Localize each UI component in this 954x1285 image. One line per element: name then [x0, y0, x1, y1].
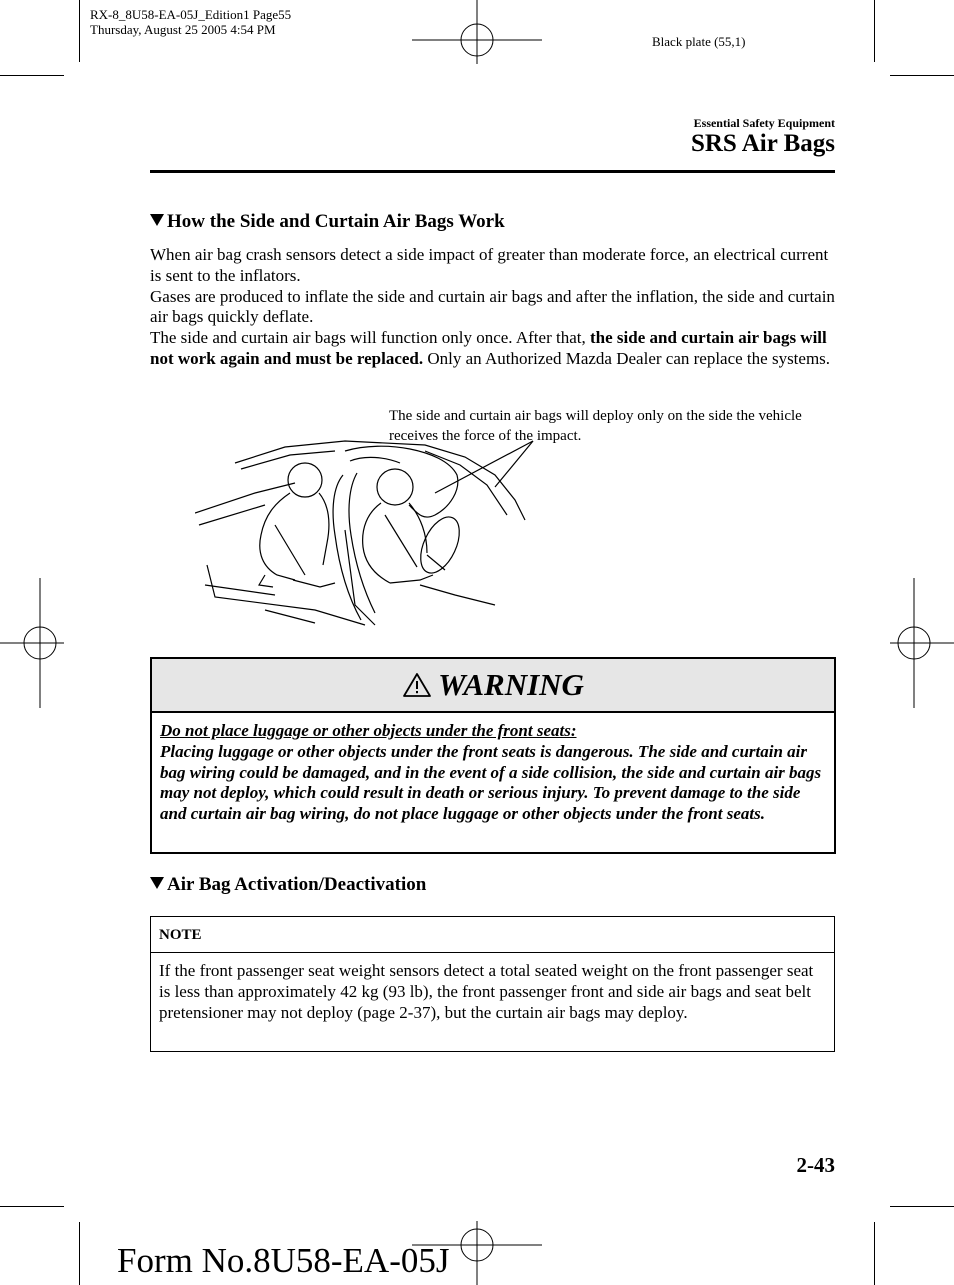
subsection-heading	[150, 874, 426, 896]
header-rule	[150, 170, 835, 173]
section-label: Essential Safety Equipment	[693, 116, 835, 130]
print-meta-line: RX-8_8U58-EA-05J_Edition1 Page55	[90, 7, 292, 22]
warning-header	[152, 659, 834, 713]
note-label: NOTE	[151, 917, 834, 953]
subsection-heading-text: Air Bag Activation/Deactivation	[167, 874, 427, 895]
page-number: 2-43	[796, 1153, 835, 1177]
paragraph: Gases are produced to inflate the side and curtain air bags and after the inflation, the side and curtain air bags quickly deflate.	[150, 286, 835, 327]
plate-label: Black plate (55,1)	[652, 34, 746, 49]
warning-triangle-icon	[402, 672, 432, 698]
paragraph-bold-text: the side and curtain air bags will not work again and must be replaced.	[150, 328, 827, 368]
subsection-heading-text: How the Side and Curtain Air Bags Work	[167, 211, 505, 232]
warning-title: WARNING	[438, 667, 584, 702]
triangle-down-icon	[150, 214, 164, 226]
paragraph: When air bag crash sensors detect a side impact of greater than moderate force, an electrical current is sent to the inflators.	[150, 245, 829, 285]
paragraph-text: Only an Authorized Mazda Dealer can replace the systems.	[423, 348, 831, 368]
subsection-heading	[150, 211, 505, 233]
crosshair-registration-mark-icon	[0, 578, 80, 708]
warning-heading: Do not place luggage or other objects under the front seats:	[160, 721, 577, 740]
body-paragraphs	[150, 245, 835, 370]
print-meta-line: Thursday, August 25 2005 4:54 PM	[90, 22, 276, 37]
paragraph-text: The side and curtain air bags will function only once. After that,	[150, 328, 590, 348]
section-title: SRS Air Bags	[690, 130, 835, 157]
side-curtain-airbag-illustration	[195, 435, 535, 630]
paragraph	[150, 328, 835, 370]
form-number: Form No.8U58-EA-05J	[117, 1241, 450, 1280]
crop-mark	[890, 1206, 954, 1207]
figure-caption: The side and curtain air bags will deploy only on the side the vehicle receives the force of the impact.	[389, 408, 802, 444]
crop-mark	[874, 0, 875, 62]
print-meta	[90, 7, 291, 37]
crosshair-registration-mark-icon	[412, 0, 542, 80]
warning-text: Placing luggage or other objects under the front seats is dangerous. The side and curtain air bag wiring could be damaged, and in the event of a side collision, the side and curtain air bags may not deploy, which could result in death or serious injury. To prevent damage to the side and curtain air bag wiring, do not place luggage or other objects under the front seats.	[160, 741, 822, 824]
crop-mark	[79, 0, 80, 62]
note-box	[150, 916, 835, 1052]
crop-mark	[890, 75, 954, 76]
crop-mark	[0, 1206, 64, 1207]
crosshair-registration-mark-icon	[874, 578, 954, 708]
warning-box	[150, 657, 836, 854]
crop-mark	[79, 1222, 80, 1285]
note-text: If the front passenger seat weight sensors detect a total seated weight on the front passenger seat is less than approximately 42 kg (93 lb), the front passenger front and side air bags and seat belt pretensioner may not deploy (page 2-37), but the curtain air bags may deploy.	[159, 961, 814, 1022]
crop-mark	[0, 75, 64, 76]
warning-body	[152, 713, 834, 825]
crop-mark	[874, 1222, 875, 1285]
triangle-down-icon	[150, 877, 164, 889]
